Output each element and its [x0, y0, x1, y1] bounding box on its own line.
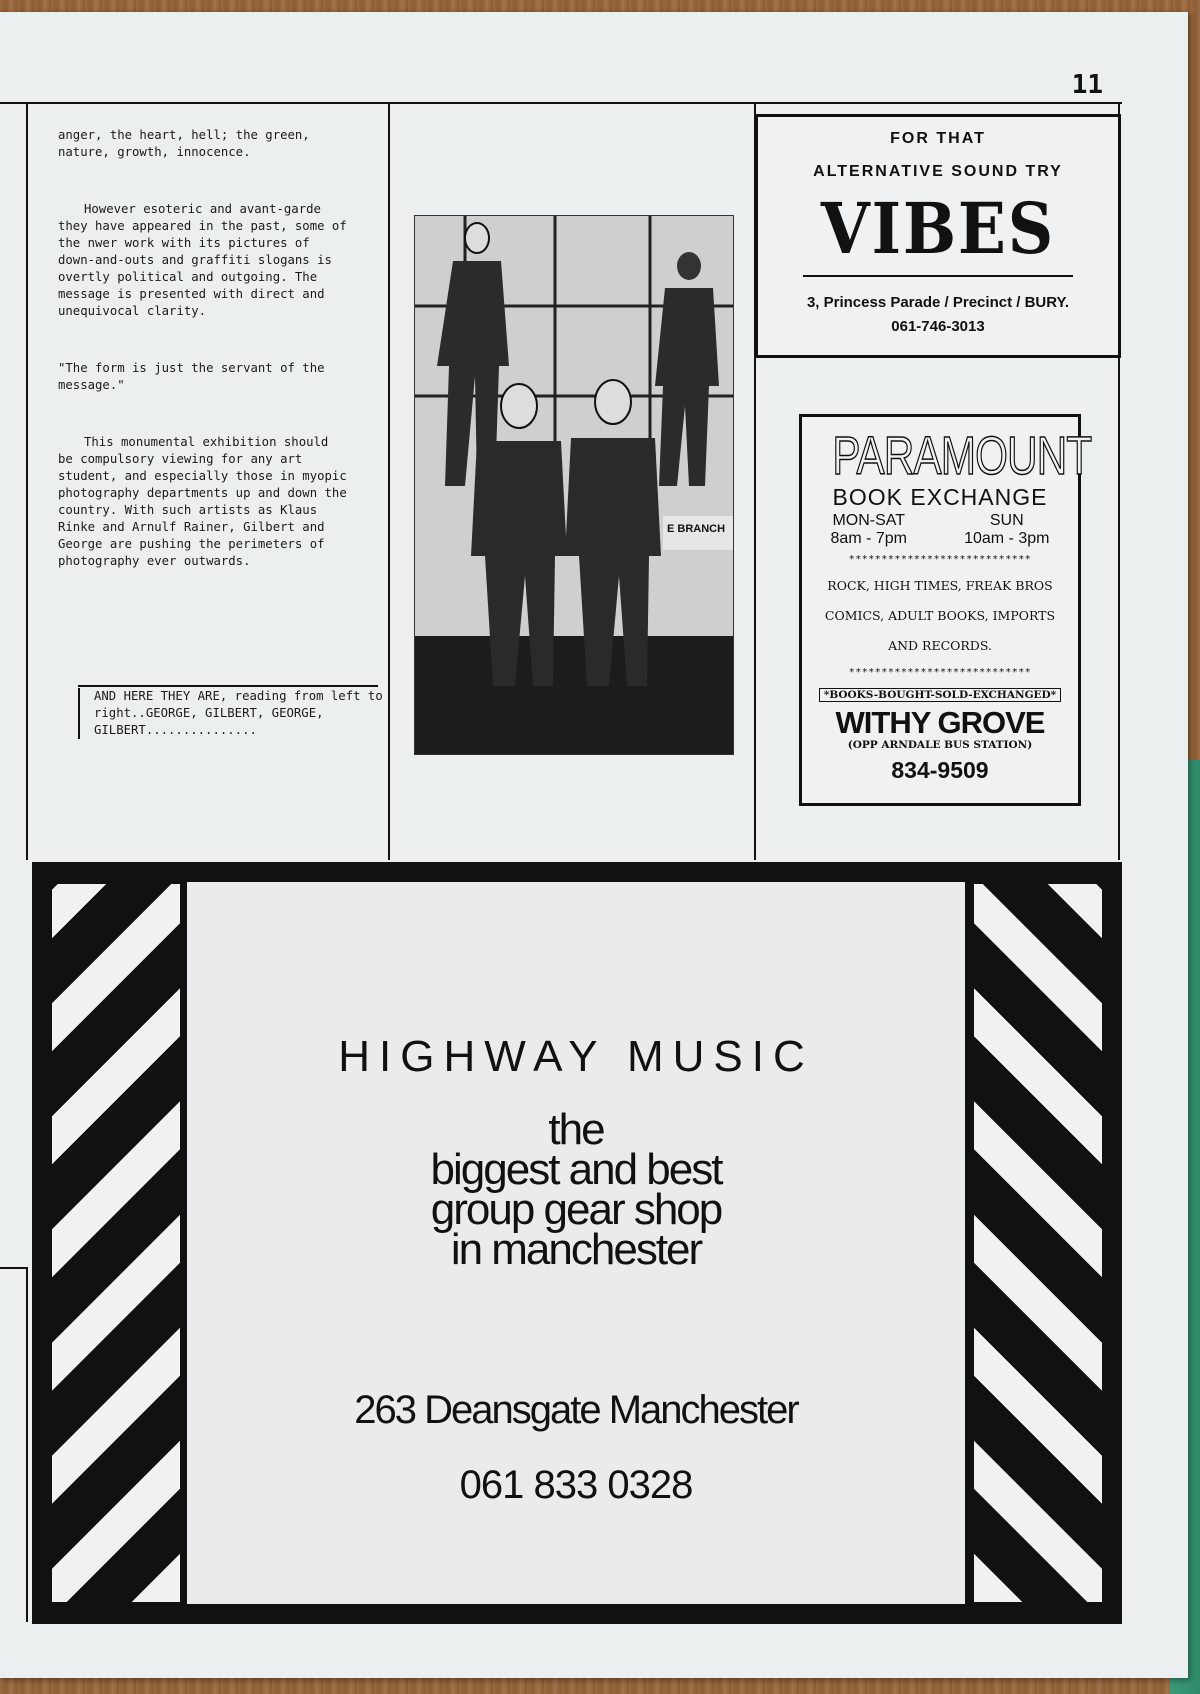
paramount-stars-top: ****************************: [848, 554, 1032, 565]
vibes-lead-line-2: ALTERNATIVE SOUND TRY: [813, 163, 1063, 180]
vibes-divider: [803, 275, 1073, 277]
vibes-phone: 061-746-3013: [891, 318, 985, 335]
tagline-line: group gear shop: [430, 1185, 722, 1234]
margin-rule-lower: [26, 1267, 28, 1622]
paramount-street: WITHY GROVE: [835, 705, 1045, 740]
photo-caption: AND HERE THEY ARE, reading from left to right..GEORGE, GILBERT, GEORGE, GILBERT...............: [78, 688, 388, 739]
paramount-hours: [802, 512, 1078, 548]
highway-music-advertisement: [32, 862, 1122, 1624]
highway-music-address: 263 Deansgate Manchester: [354, 1388, 798, 1432]
hazard-stripes-right: [974, 884, 1102, 1602]
tagline-line: in manchester: [450, 1225, 702, 1274]
gilbert-and-george-photo: [414, 215, 734, 755]
vibes-lead-line-1: FOR THAT: [890, 130, 986, 147]
paramount-list-line-2: COMICS, ADULT BOOKS, IMPORTS: [824, 608, 1056, 623]
page-number: 11: [1071, 70, 1103, 100]
column-rule-1: [388, 102, 390, 860]
highway-music-tagline: [187, 1105, 965, 1274]
paramount-sunday-label: SUN: [989, 512, 1024, 529]
magazine-page: [0, 12, 1188, 1678]
article-paragraph: However esoteric and avant-garde they have appeared in the past, some of the nwer work with its pictures of down-and-outs and graffiti slogans is overtly political and outgoing. The message is presented with direct and unequivocal clarity.: [58, 202, 347, 318]
tagline-line: the: [548, 1105, 604, 1154]
paramount-sunday-hours: 10am - 3pm: [964, 530, 1050, 547]
margin-rule-lower-top: [0, 1267, 28, 1269]
article-quote: "The form is just the servant of the message.": [58, 361, 325, 392]
vibes-address: 3, Princess Parade / Precinct / BURY.: [806, 294, 1070, 311]
highway-music-phone: 061 833 0328: [459, 1463, 693, 1507]
vibes-advertisement: [755, 114, 1121, 358]
article-paragraph: anger, the heart, hell; the green, nature, growth, innocence.: [58, 128, 310, 159]
paramount-phone: 834-9509: [891, 757, 989, 783]
paramount-bought-sold: *BOOKS-BOUGHT-SOLD-EXCHANGED*: [819, 688, 1061, 702]
paramount-weekday-hours: 8am - 7pm: [830, 530, 907, 547]
tagline-line: biggest and best: [430, 1145, 722, 1194]
vibes-name: VIBES: [820, 187, 1056, 270]
paramount-advertisement: [799, 414, 1092, 806]
paramount-list-line-1: ROCK, HIGH TIMES, FREAK BROS: [827, 578, 1053, 593]
article-text: [58, 127, 348, 610]
photo-sign-text: E BRANCH: [667, 523, 726, 535]
highway-music-title: HIGHWAY MUSIC: [338, 1032, 814, 1081]
paramount-location-note: (OPP ARNDALE BUS STATION): [847, 739, 1033, 751]
hazard-stripes-left: [52, 884, 180, 1602]
column-rule-left: [26, 102, 28, 860]
highway-music-panel: [187, 882, 965, 1604]
top-rule: [0, 102, 1122, 104]
paramount-subtitle: BOOK EXCHANGE: [832, 484, 1048, 510]
paramount-stars-bottom: ****************************: [848, 667, 1032, 678]
paramount-weekday-label: MON-SAT: [832, 512, 906, 529]
paramount-name: PARAMOUNT: [832, 426, 1092, 486]
photo-illustration: [415, 216, 733, 754]
article-paragraph: This monumental exhibition should be compulsory viewing for any art student, and especially those in myopic photography departments up and down the country. With such artists as Klaus Rinke and Arnulf Rainer, Gilbert and George are pushing the perimeters of photography ever outwards.: [58, 435, 347, 568]
paramount-list-line-3: AND RECORDS.: [888, 638, 992, 653]
